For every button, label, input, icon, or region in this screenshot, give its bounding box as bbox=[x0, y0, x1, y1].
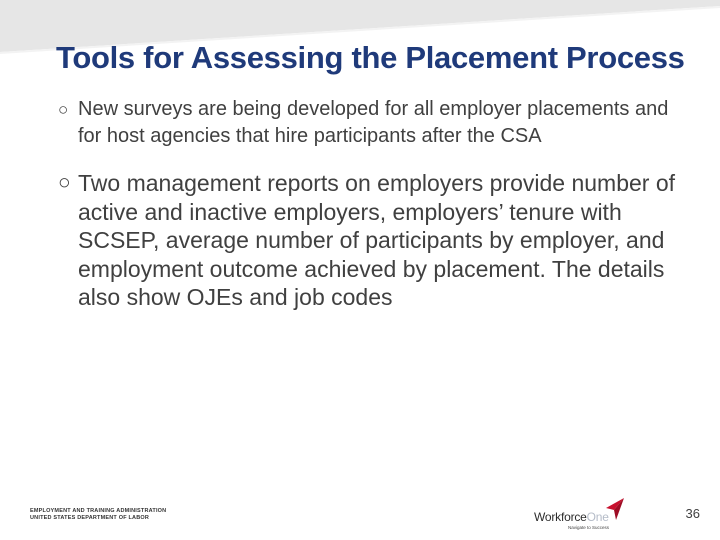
agency-footer bbox=[30, 508, 190, 522]
paper-plane-icon bbox=[602, 496, 626, 522]
department-name: UNITED STATES DEPARTMENT OF LABOR bbox=[30, 515, 150, 521]
slide-title: Tools for Assessing the Placement Process bbox=[56, 40, 685, 75]
bullet-text: Two management reports on employers provide number of active and inactive employers, employers’ tenure with SCSEP, average number of participants by employer, and employment outcome achieved by placement. The details also show OJEs and job codes bbox=[78, 170, 676, 310]
workforce-one-logo bbox=[534, 496, 634, 532]
logo-tagline: Navigate to Success bbox=[568, 525, 610, 530]
bullet-text: New surveys are being developed for all employer placements and for host agencies that hire participants after the CSA bbox=[78, 98, 669, 147]
bullet-item bbox=[56, 96, 686, 150]
bullet-list bbox=[56, 96, 686, 312]
bullet-item bbox=[56, 169, 686, 312]
logo-wordmark bbox=[534, 510, 609, 524]
agency-name: EMPLOYMENT AND TRAINING ADMINISTRATION bbox=[30, 508, 167, 514]
hollow-circle-bullet-icon: ○ bbox=[58, 100, 69, 119]
hollow-circle-bullet-icon: ○ bbox=[58, 171, 71, 194]
logo-word-one: One bbox=[586, 510, 609, 524]
logo-word-workforce: Workforce bbox=[534, 510, 587, 524]
page-number: 36 bbox=[685, 506, 700, 521]
